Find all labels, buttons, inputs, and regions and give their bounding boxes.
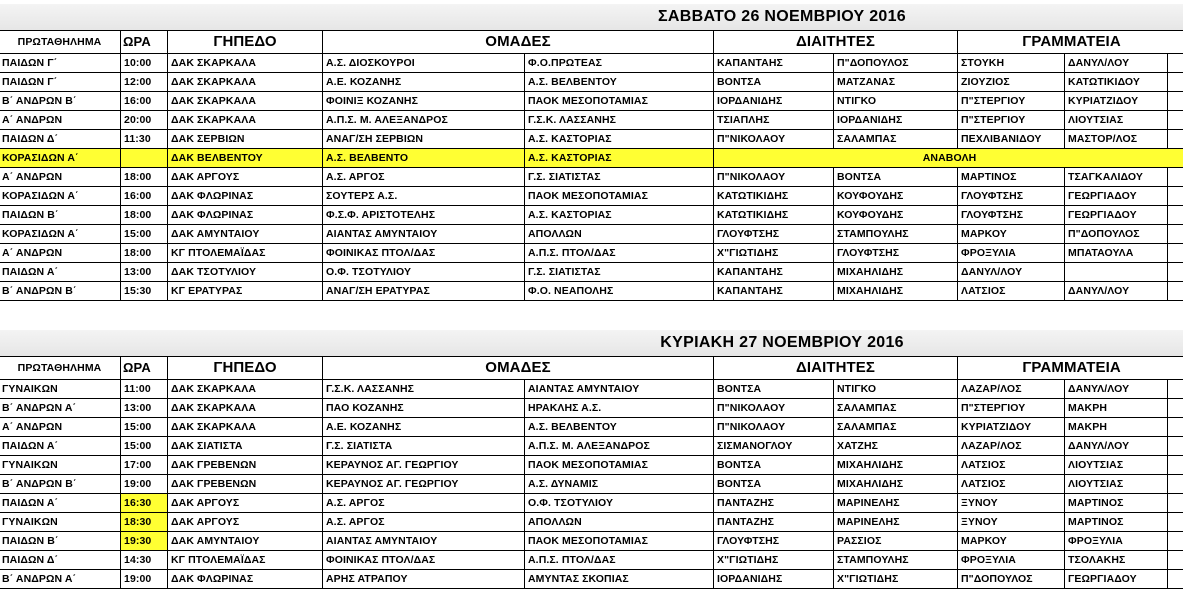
secretary-1-cell: ΔΑΝΥΛ/ΛΟΥ: [958, 263, 1065, 282]
referee-1-cell: ΠΑΝΤΑΖΗΣ: [714, 494, 834, 513]
secretary-2-cell: ΦΡΟΞΥΛΙΑ: [1065, 532, 1168, 551]
spacer-cell: [1168, 92, 1183, 111]
table-row: [0, 244, 1183, 263]
referee-1-cell: ΚΑΠΑΝΤΑΗΣ: [714, 282, 834, 301]
header-league: ΠΡΩΤΑΘΗΛΗΜΑ: [0, 31, 121, 54]
home-team-cell: Α.Σ. ΑΡΓΟΣ: [323, 168, 525, 187]
league-cell: Α΄ ΑΝΔΡΩΝ: [0, 418, 121, 437]
home-team-cell: Α.Π.Σ. Μ. ΑΛΕΞΑΝΔΡΟΣ: [323, 111, 525, 130]
secretary-1-cell: ΓΛΟΥΦΤΣΗΣ: [958, 206, 1065, 225]
home-team-cell: ΚΕΡΑΥΝΟΣ ΑΓ. ΓΕΩΡΓΙΟΥ: [323, 456, 525, 475]
table-row: [0, 54, 1183, 73]
table-row: [0, 111, 1183, 130]
away-team-cell: Α.Π.Σ. ΠΤΟΛ/ΔΑΣ: [525, 551, 714, 570]
referee-1-cell: Χ"ΓΙΩΤΙΔΗΣ: [714, 551, 834, 570]
home-team-cell: ΑΝΑΓ/ΣΗ ΣΕΡΒΙΩΝ: [323, 130, 525, 149]
table-row-postponed: [0, 149, 1183, 168]
time-cell: 15:00: [121, 437, 168, 456]
secretary-1-cell: ΛΑΖΑΡ/ΛΟΣ: [958, 380, 1065, 399]
away-team-cell: ΑΠΟΛΛΩΝ: [525, 513, 714, 532]
venue-cell: ΔΑΚ ΑΜΥΝΤΑΙΟΥ: [168, 225, 323, 244]
away-team-cell: Α.Σ. ΚΑΣΤΟΡΙΑΣ: [525, 206, 714, 225]
referee-2-cell: ΓΛΟΥΦΤΣΗΣ: [834, 244, 958, 263]
home-team-cell: ΑΡΗΣ ΑΤΡΑΠΟΥ: [323, 570, 525, 589]
time-cell: 15:00: [121, 418, 168, 437]
league-cell: Α΄ ΑΝΔΡΩΝ: [0, 244, 121, 263]
venue-cell: ΔΑΚ ΓΡΕΒΕΝΩΝ: [168, 456, 323, 475]
referee-1-cell: ΤΣΙΑΠΛΗΣ: [714, 111, 834, 130]
secretary-2-cell: ΜΑΡΤΙΝΟΣ: [1065, 513, 1168, 532]
spacer-cell: [1168, 475, 1183, 494]
time-cell: 16:30: [121, 494, 168, 513]
venue-cell: ΔΑΚ ΣΚΑΡΚΑΛΑ: [168, 92, 323, 111]
league-cell: ΠΑΙΔΩΝ Γ΄: [0, 54, 121, 73]
league-cell: ΠΑΙΔΩΝ Α΄: [0, 494, 121, 513]
home-team-cell: ΦΟΙΝΙΚΑΣ ΠΤΟΛ/ΔΑΣ: [323, 244, 525, 263]
referee-1-cell: ΚΑΠΑΝΤΑΗΣ: [714, 54, 834, 73]
spacer-cell: [1168, 225, 1183, 244]
referee-1-cell: ΙΟΡΔΑΝΙΔΗΣ: [714, 570, 834, 589]
secretary-2-cell: ΔΑΝΥΛ/ΛΟΥ: [1065, 282, 1168, 301]
league-cell: ΚΟΡΑΣΙΔΩΝ Α΄: [0, 149, 121, 168]
venue-cell: ΔΑΚ ΦΛΩΡΙΝΑΣ: [168, 570, 323, 589]
table-row: [0, 73, 1183, 92]
table-row: [0, 570, 1183, 589]
time-cell: 18:00: [121, 168, 168, 187]
spacer-cell: [1168, 168, 1183, 187]
spacer-cell: [1168, 54, 1183, 73]
venue-cell: ΔΑΚ ΑΡΓΟΥΣ: [168, 494, 323, 513]
referee-1-cell: ΒΟΝΤΣΑ: [714, 73, 834, 92]
table-row: [0, 168, 1183, 187]
away-team-cell: ΠΑΟΚ ΜΕΣΟΠΟΤΑΜΙΑΣ: [525, 456, 714, 475]
referee-2-cell: ΣΑΛΑΜΠΑΣ: [834, 418, 958, 437]
secretary-2-cell: ΔΑΝΥΛ/ΛΟΥ: [1065, 54, 1168, 73]
referee-2-cell: ΣΤΑΜΠΟΥΛΗΣ: [834, 225, 958, 244]
referee-1-cell: ΚΑΤΩΤΙΚΙΔΗΣ: [714, 187, 834, 206]
table-row: [0, 475, 1183, 494]
referee-1-cell: ΙΟΡΔΑΝΙΔΗΣ: [714, 92, 834, 111]
spacer-cell: [1168, 570, 1183, 589]
table-row: [0, 513, 1183, 532]
time-cell: 18:30: [121, 513, 168, 532]
table-row: [0, 494, 1183, 513]
referee-1-cell: Π"ΝΙΚΟΛΑΟΥ: [714, 399, 834, 418]
table-row: [0, 282, 1183, 301]
spacer-cell: [1168, 437, 1183, 456]
header-secretariat: ΓΡΑΜΜΑΤΕΙΑ: [958, 357, 1183, 380]
league-cell: ΠΑΙΔΩΝ Β΄: [0, 206, 121, 225]
league-cell: Β΄ ΑΝΔΡΩΝ Β΄: [0, 475, 121, 494]
table-row: [0, 399, 1183, 418]
day-title-row: [0, 330, 1183, 357]
home-team-cell: Ο.Φ. ΤΣΟΤΥΛΙΟΥ: [323, 263, 525, 282]
home-team-cell: Α.Σ. ΑΡΓΟΣ: [323, 494, 525, 513]
time-cell: 16:00: [121, 187, 168, 206]
league-cell: Α΄ ΑΝΔΡΩΝ: [0, 168, 121, 187]
spacer-cell: [1168, 399, 1183, 418]
header-referees: ΔΙΑΙΤΗΤΕΣ: [714, 31, 958, 54]
venue-cell: ΚΓ ΠΤΟΛΕΜΑΪΔΑΣ: [168, 244, 323, 263]
spacer-cell: [1168, 494, 1183, 513]
time-cell: 20:00: [121, 111, 168, 130]
table-row: [0, 380, 1183, 399]
time-cell: 13:00: [121, 399, 168, 418]
venue-cell: ΔΑΚ ΣΚΑΡΚΑΛΑ: [168, 418, 323, 437]
league-cell: Β΄ ΑΝΔΡΩΝ Β΄: [0, 92, 121, 111]
secretary-1-cell: ΛΑΤΣΙΟΣ: [958, 282, 1065, 301]
time-cell: 17:00: [121, 456, 168, 475]
header-time: ΩΡΑ: [121, 357, 168, 380]
secretary-1-cell: ΦΡΟΞΥΛΙΑ: [958, 244, 1065, 263]
referee-2-cell: ΜΙΧΑΗΛΙΔΗΣ: [834, 282, 958, 301]
venue-cell: ΔΑΚ ΑΜΥΝΤΑΙΟΥ: [168, 532, 323, 551]
league-cell: ΠΑΙΔΩΝ Δ΄: [0, 130, 121, 149]
home-team-cell: Γ.Σ. ΣΙΑΤΙΣΤΑ: [323, 437, 525, 456]
spacer-cell: [1168, 418, 1183, 437]
time-cell: 18:00: [121, 206, 168, 225]
header-secretariat: ΓΡΑΜΜΑΤΕΙΑ: [958, 31, 1183, 54]
referee-2-cell: Χ"ΓΙΩΤΙΔΗΣ: [834, 570, 958, 589]
table-row: [0, 551, 1183, 570]
referee-2-cell: ΙΟΡΔΑΝΙΔΗΣ: [834, 111, 958, 130]
day-title-row: [0, 4, 1183, 31]
secretary-1-cell: ΠΕΧΛΙΒΑΝΙΔΟΥ: [958, 130, 1065, 149]
time-cell: 12:00: [121, 73, 168, 92]
venue-cell: ΔΑΚ ΣΚΑΡΚΑΛΑ: [168, 380, 323, 399]
league-cell: ΓΥΝΑΙΚΩΝ: [0, 456, 121, 475]
secretary-1-cell: ΖΙΟΥΖΙΟΣ: [958, 73, 1065, 92]
secretary-1-cell: Π"ΔΟΠΟΥΛΟΣ: [958, 570, 1065, 589]
venue-cell: ΚΓ ΕΡΑΤΥΡΑΣ: [168, 282, 323, 301]
league-cell: Β΄ ΑΝΔΡΩΝ Α΄: [0, 570, 121, 589]
away-team-cell: ΠΑΟΚ ΜΕΣΟΠΟΤΑΜΙΑΣ: [525, 532, 714, 551]
table-row: [0, 263, 1183, 282]
away-team-cell: Α.Σ. ΒΕΛΒΕΝΤΟΥ: [525, 418, 714, 437]
header-teams: ΟΜΑΔΕΣ: [323, 31, 714, 54]
referee-2-cell: ΝΤΙΓΚΟ: [834, 380, 958, 399]
away-team-cell: Φ.Ο. ΝΕΑΠΟΛΗΣ: [525, 282, 714, 301]
venue-cell: ΔΑΚ ΣΚΑΡΚΑΛΑ: [168, 54, 323, 73]
referee-1-cell: ΚΑΠΑΝΤΑΗΣ: [714, 263, 834, 282]
league-cell: ΠΑΙΔΩΝ Α΄: [0, 263, 121, 282]
referee-2-cell: ΣΑΛΑΜΠΑΣ: [834, 130, 958, 149]
referee-1-cell: Π"ΝΙΚΟΛΑΟΥ: [714, 168, 834, 187]
secretary-1-cell: Π"ΣΤΕΡΓΙΟΥ: [958, 92, 1065, 111]
table-row: [0, 225, 1183, 244]
venue-cell: ΚΓ ΠΤΟΛΕΜΑΪΔΑΣ: [168, 551, 323, 570]
referee-2-cell: ΜΑΡΙΝΕΛΗΣ: [834, 494, 958, 513]
time-cell: 13:00: [121, 263, 168, 282]
away-team-cell: ΑΜΥΝΤΑΣ ΣΚΟΠΙΑΣ: [525, 570, 714, 589]
secretary-1-cell: ΛΑΤΣΙΟΣ: [958, 456, 1065, 475]
table-row: [0, 418, 1183, 437]
spacer-cell: [1168, 456, 1183, 475]
referee-2-cell: ΚΟΥΦΟΥΔΗΣ: [834, 206, 958, 225]
away-team-cell: Α.Σ. ΚΑΣΤΟΡΙΑΣ: [525, 149, 714, 168]
table-row: [0, 206, 1183, 225]
time-cell: 10:00: [121, 54, 168, 73]
time-cell: 14:30: [121, 551, 168, 570]
home-team-cell: ΣΟΥΤΕΡΣ Α.Σ.: [323, 187, 525, 206]
home-team-cell: Α.Ε. ΚΟΖΑΝΗΣ: [323, 73, 525, 92]
venue-cell: ΔΑΚ ΤΣΟΤΥΛΙΟΥ: [168, 263, 323, 282]
league-cell: ΓΥΝΑΙΚΩΝ: [0, 380, 121, 399]
secretary-1-cell: ΓΛΟΥΦΤΣΗΣ: [958, 187, 1065, 206]
away-team-cell: ΑΙΑΝΤΑΣ ΑΜΥΝΤΑΙΟΥ: [525, 380, 714, 399]
league-cell: ΠΑΙΔΩΝ Γ΄: [0, 73, 121, 92]
table-row: [0, 92, 1183, 111]
referee-2-cell: ΒΟΝΤΣΑ: [834, 168, 958, 187]
table-row: [0, 130, 1183, 149]
league-cell: ΠΑΙΔΩΝ Α΄: [0, 437, 121, 456]
venue-cell: ΔΑΚ ΦΛΩΡΙΝΑΣ: [168, 187, 323, 206]
venue-cell: ΔΑΚ ΣΚΑΡΚΑΛΑ: [168, 111, 323, 130]
home-team-cell: Α.Ε. ΚΟΖΑΝΗΣ: [323, 418, 525, 437]
secretary-1-cell: ΜΑΡΤΙΝΟΣ: [958, 168, 1065, 187]
header-referees: ΔΙΑΙΤΗΤΕΣ: [714, 357, 958, 380]
table-row: [0, 187, 1183, 206]
secretary-2-cell: ΚΑΤΩΤΙΚΙΔΟΥ: [1065, 73, 1168, 92]
home-team-cell: ΑΙΑΝΤΑΣ ΑΜΥΝΤΑΙΟΥ: [323, 532, 525, 551]
secretary-1-cell: ΦΡΟΞΥΛΙΑ: [958, 551, 1065, 570]
spacer-cell: [1168, 532, 1183, 551]
secretary-1-cell: ΜΑΡΚΟΥ: [958, 532, 1065, 551]
away-team-cell: Γ.Σ. ΣΙΑΤΙΣΤΑΣ: [525, 263, 714, 282]
time-cell: 19:00: [121, 475, 168, 494]
table-row: [0, 456, 1183, 475]
away-team-cell: ΠΑΟΚ ΜΕΣΟΠΟΤΑΜΙΑΣ: [525, 92, 714, 111]
table-row: [0, 437, 1183, 456]
away-team-cell: Α.Σ. ΒΕΛΒΕΝΤΟΥ: [525, 73, 714, 92]
venue-cell: ΔΑΚ ΦΛΩΡΙΝΑΣ: [168, 206, 323, 225]
home-team-cell: ΠΑΟ ΚΟΖΑΝΗΣ: [323, 399, 525, 418]
secretary-2-cell: ΚΥΡΙΑΤΖΙΔΟΥ: [1065, 92, 1168, 111]
referee-1-cell: Π"ΝΙΚΟΛΑΟΥ: [714, 130, 834, 149]
referee-2-cell: ΜΙΧΑΗΛΙΔΗΣ: [834, 263, 958, 282]
time-cell: 16:00: [121, 92, 168, 111]
spacer-cell: [1168, 513, 1183, 532]
day-title: ΚΥΡΙΑΚΗ 27 ΝΟΕΜΒΡΙΟΥ 2016: [0, 330, 1183, 357]
league-cell: ΓΥΝΑΙΚΩΝ: [0, 513, 121, 532]
secretary-2-cell: ΜΠΑΤΑΟΥΛΑ: [1065, 244, 1168, 263]
away-team-cell: Α.Σ. ΚΑΣΤΟΡΙΑΣ: [525, 130, 714, 149]
postponed-note: ΑΝΑΒΟΛΗ: [714, 149, 1183, 168]
secretary-1-cell: ΞΥΝΟΥ: [958, 494, 1065, 513]
schedule-table-sunday: [0, 330, 1183, 589]
home-team-cell: Α.Σ. ΑΡΓΟΣ: [323, 513, 525, 532]
referee-2-cell: ΧΑΤΖΗΣ: [834, 437, 958, 456]
secretary-2-cell: ΛΙΟΥΤΣΙΑΣ: [1065, 456, 1168, 475]
secretary-1-cell: ΛΑΤΣΙΟΣ: [958, 475, 1065, 494]
home-team-cell: ΚΕΡΑΥΝΟΣ ΑΓ. ΓΕΩΡΓΙΟΥ: [323, 475, 525, 494]
secretary-2-cell: ΤΣΑΓΚΑΛΙΔΟΥ: [1065, 168, 1168, 187]
venue-cell: ΔΑΚ ΣΚΑΡΚΑΛΑ: [168, 73, 323, 92]
referee-2-cell: ΜΑΤΖΑΝΑΣ: [834, 73, 958, 92]
referee-1-cell: ΣΙΣΜΑΝΟΓΛΟΥ: [714, 437, 834, 456]
spacer-cell: [1168, 244, 1183, 263]
spacer-cell: [1168, 263, 1183, 282]
referee-1-cell: ΒΟΝΤΣΑ: [714, 380, 834, 399]
secretary-2-cell: ΤΣΟΛΑΚΗΣ: [1065, 551, 1168, 570]
referee-2-cell: ΚΟΥΦΟΥΔΗΣ: [834, 187, 958, 206]
schedule-table-saturday: [0, 4, 1183, 301]
secretary-2-cell: ΛΙΟΥΤΣΙΑΣ: [1065, 475, 1168, 494]
referee-2-cell: ΜΑΡΙΝΕΛΗΣ: [834, 513, 958, 532]
spacer-cell: [1168, 380, 1183, 399]
home-team-cell: Φ.Σ.Φ. ΑΡΙΣΤΟΤΕΛΗΣ: [323, 206, 525, 225]
secretary-2-cell: [1065, 263, 1168, 282]
header-league: ΠΡΩΤΑΘΗΛΗΜΑ: [0, 357, 121, 380]
away-team-cell: Φ.Ο.ΠΡΩΤΕΑΣ: [525, 54, 714, 73]
secretary-1-cell: ΜΑΡΚΟΥ: [958, 225, 1065, 244]
secretary-1-cell: ΚΥΡΙΑΤΖΙΔΟΥ: [958, 418, 1065, 437]
day-title: ΣΑΒΒΑΤΟ 26 ΝΟΕΜΒΡΙΟΥ 2016: [0, 4, 1183, 31]
table-row: [0, 532, 1183, 551]
away-team-cell: ΠΑΟΚ ΜΕΣΟΠΟΤΑΜΙΑΣ: [525, 187, 714, 206]
time-cell: 19:00: [121, 570, 168, 589]
league-cell: ΚΟΡΑΣΙΔΩΝ Α΄: [0, 187, 121, 206]
spacer-cell: [1168, 282, 1183, 301]
venue-cell: ΔΑΚ ΣΚΑΡΚΑΛΑ: [168, 399, 323, 418]
spacer-cell: [1168, 130, 1183, 149]
home-team-cell: ΦΟΙΝΙΞ ΚΟΖΑΝΗΣ: [323, 92, 525, 111]
header-venue: ΓΗΠΕΔΟ: [168, 357, 323, 380]
home-team-cell: ΑΙΑΝΤΑΣ ΑΜΥΝΤΑΙΟΥ: [323, 225, 525, 244]
secretary-2-cell: ΛΙΟΥΤΣΙΑΣ: [1065, 111, 1168, 130]
header-venue: ΓΗΠΕΔΟ: [168, 31, 323, 54]
header-row: [0, 31, 1183, 54]
referee-2-cell: ΜΙΧΑΗΛΙΔΗΣ: [834, 475, 958, 494]
referee-2-cell: ΡΑΣΣΙΟΣ: [834, 532, 958, 551]
venue-cell: ΔΑΚ ΓΡΕΒΕΝΩΝ: [168, 475, 323, 494]
header-row: [0, 357, 1183, 380]
away-team-cell: Ο.Φ. ΤΣΟΤΥΛΙΟΥ: [525, 494, 714, 513]
spacer-cell: [1168, 73, 1183, 92]
home-team-cell: ΦΟΙΝΙΚΑΣ ΠΤΟΛ/ΔΑΣ: [323, 551, 525, 570]
secretary-2-cell: ΓΕΩΡΓΙΑΔΟΥ: [1065, 206, 1168, 225]
home-team-cell: Α.Σ. ΒΕΛΒΕΝΤΟ: [323, 149, 525, 168]
secretary-2-cell: ΓΕΩΡΓΙΑΔΟΥ: [1065, 570, 1168, 589]
secretary-2-cell: ΜΑΚΡΗ: [1065, 399, 1168, 418]
secretary-2-cell: ΜΑΡΤΙΝΟΣ: [1065, 494, 1168, 513]
home-team-cell: ΑΝΑΓ/ΣΗ ΕΡΑΤΥΡΑΣ: [323, 282, 525, 301]
referee-2-cell: ΣΑΛΑΜΠΑΣ: [834, 399, 958, 418]
venue-cell: ΔΑΚ ΑΡΓΟΥΣ: [168, 513, 323, 532]
venue-cell: ΔΑΚ ΑΡΓΟΥΣ: [168, 168, 323, 187]
secretary-2-cell: ΔΑΝΥΛ/ΛΟΥ: [1065, 380, 1168, 399]
venue-cell: ΔΑΚ ΣΕΡΒΙΩΝ: [168, 130, 323, 149]
time-cell: 15:30: [121, 282, 168, 301]
away-team-cell: Γ.Σ.Κ. ΛΑΣΣΑΝΗΣ: [525, 111, 714, 130]
league-cell: Α΄ ΑΝΔΡΩΝ: [0, 111, 121, 130]
away-team-cell: Α.Σ. ΔΥΝΑΜΙΣ: [525, 475, 714, 494]
referee-1-cell: Π"ΝΙΚΟΛΑΟΥ: [714, 418, 834, 437]
referee-1-cell: Χ"ΓΙΩΤΙΔΗΣ: [714, 244, 834, 263]
referee-2-cell: Π"ΔΟΠΟΥΛΟΣ: [834, 54, 958, 73]
time-cell: 15:00: [121, 225, 168, 244]
league-cell: ΠΑΙΔΩΝ Δ΄: [0, 551, 121, 570]
referee-1-cell: ΓΛΟΥΦΤΣΗΣ: [714, 532, 834, 551]
venue-cell: ΔΑΚ ΣΙΑΤΙΣΤΑ: [168, 437, 323, 456]
away-team-cell: ΗΡΑΚΛΗΣ Α.Σ.: [525, 399, 714, 418]
away-team-cell: Α.Π.Σ. Μ. ΑΛΕΞΑΝΔΡΟΣ: [525, 437, 714, 456]
time-cell: 11:00: [121, 380, 168, 399]
away-team-cell: Γ.Σ. ΣΙΑΤΙΣΤΑΣ: [525, 168, 714, 187]
referee-1-cell: ΚΑΤΩΤΙΚΙΔΗΣ: [714, 206, 834, 225]
time-cell: 18:00: [121, 244, 168, 263]
secretary-2-cell: ΜΑΣΤΟΡ/ΛΟΣ: [1065, 130, 1168, 149]
secretary-2-cell: ΔΑΝΥΛ/ΛΟΥ: [1065, 437, 1168, 456]
secretary-1-cell: Π"ΣΤΕΡΓΙΟΥ: [958, 111, 1065, 130]
secretary-1-cell: ΣΤΟΥΚΗ: [958, 54, 1065, 73]
secretary-2-cell: ΓΕΩΡΓΙΑΔΟΥ: [1065, 187, 1168, 206]
league-cell: ΚΟΡΑΣΙΔΩΝ Α΄: [0, 225, 121, 244]
referee-1-cell: ΓΛΟΥΦΤΣΗΣ: [714, 225, 834, 244]
spacer-cell: [1168, 187, 1183, 206]
secretary-2-cell: ΜΑΚΡΗ: [1065, 418, 1168, 437]
league-cell: ΠΑΙΔΩΝ Β΄: [0, 532, 121, 551]
referee-2-cell: ΣΤΑΜΠΟΥΛΗΣ: [834, 551, 958, 570]
time-cell: 19:30: [121, 532, 168, 551]
secretary-2-cell: Π"ΔΟΠΟΥΛΟΣ: [1065, 225, 1168, 244]
spacer-cell: [1168, 111, 1183, 130]
league-cell: Β΄ ΑΝΔΡΩΝ Α΄: [0, 399, 121, 418]
time-cell: [121, 149, 168, 168]
away-team-cell: ΑΠΟΛΛΩΝ: [525, 225, 714, 244]
venue-cell: ΔΑΚ ΒΕΛΒΕΝΤΟΥ: [168, 149, 323, 168]
referee-1-cell: ΒΟΝΤΣΑ: [714, 475, 834, 494]
header-time: ΩΡΑ: [121, 31, 168, 54]
spacer-cell: [1168, 551, 1183, 570]
secretary-1-cell: ΛΑΖΑΡ/ΛΟΣ: [958, 437, 1065, 456]
referee-2-cell: ΝΤΙΓΚΟ: [834, 92, 958, 111]
spacer-cell: [1168, 206, 1183, 225]
referee-2-cell: ΜΙΧΑΗΛΙΔΗΣ: [834, 456, 958, 475]
league-cell: Β΄ ΑΝΔΡΩΝ Β΄: [0, 282, 121, 301]
header-teams: ΟΜΑΔΕΣ: [323, 357, 714, 380]
secretary-1-cell: Π"ΣΤΕΡΓΙΟΥ: [958, 399, 1065, 418]
secretary-1-cell: ΞΥΝΟΥ: [958, 513, 1065, 532]
away-team-cell: Α.Π.Σ. ΠΤΟΛ/ΔΑΣ: [525, 244, 714, 263]
home-team-cell: Α.Σ. ΔΙΟΣΚΟΥΡΟΙ: [323, 54, 525, 73]
referee-1-cell: ΒΟΝΤΣΑ: [714, 456, 834, 475]
time-cell: 11:30: [121, 130, 168, 149]
referee-1-cell: ΠΑΝΤΑΖΗΣ: [714, 513, 834, 532]
home-team-cell: Γ.Σ.Κ. ΛΑΣΣΑΝΗΣ: [323, 380, 525, 399]
